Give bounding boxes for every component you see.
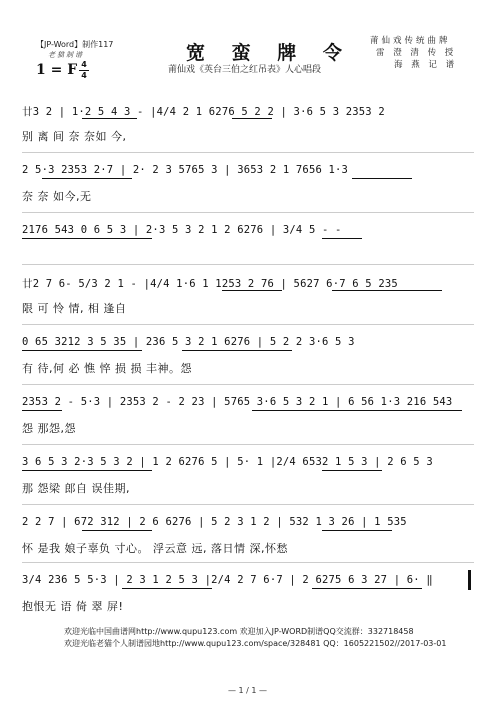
final-barline	[468, 570, 471, 590]
page-title: 宽 蛮 牌 令	[186, 42, 352, 64]
row-lyrics: 奈 奈 如今,无	[22, 190, 92, 203]
credit-line-1: 【JP-Word】制作117	[36, 40, 114, 49]
row-notes: 3/4 236 5 5·3 | 2 3 1 2 5 3 |2/4 2 7 6·7 | 2 6275 6 3 27 | 6· ‖	[22, 574, 433, 586]
row-divider	[22, 264, 474, 265]
time-numerator: 4	[81, 60, 87, 69]
time-denominator: 4	[81, 71, 87, 80]
score-row-6	[22, 378, 474, 440]
key-signature: 1 = F	[36, 62, 78, 78]
row-lyrics: 别 离 间 奈 奈如 今,	[22, 130, 127, 143]
score-row-5	[22, 318, 474, 380]
row-lyrics: 那 怨梁 郎自 误佳期,	[22, 482, 130, 495]
row-lyrics: 怀 是我 娘子辜负 寸心。 浮云意 远, 落日情 深,怀愁	[22, 542, 288, 555]
footer-line-2: 欢迎光临老猫个人制谱园地http://www.qupu123.com/space/328481 QQ：1605221502//2017-03-01	[64, 639, 447, 648]
row-lyrics: 限 可 怜 情, 相 逢自	[22, 302, 127, 315]
score-row-4	[22, 258, 474, 320]
page-number: — 1 / 1 —	[228, 686, 268, 695]
row-divider	[22, 504, 474, 505]
row-notes: 0 65 3212 3 5 35 | 236 5 3 2 1 6276 | 5 2 2 3·6 5 3	[22, 336, 355, 348]
right-credit-2: 雷 澄 清 传 授	[376, 48, 457, 58]
right-credit-3: 海 燕 记 谱	[394, 60, 458, 70]
row-lyrics: 抱恨无 语 倚 翠 屏!	[22, 600, 124, 613]
score-row-2	[22, 146, 474, 208]
score-row-8	[22, 498, 474, 560]
row-notes: 2353 2 - 5·3 | 2353 2 - 2 23 | 5765 3·6 5 3 2 1 | 6 56 1·3 216 543	[22, 396, 453, 408]
row-lyrics: 有 待,何 必 憔 悴 损 损 丰神。怨	[22, 362, 192, 375]
score-row-7	[22, 438, 474, 500]
score-row-9	[22, 556, 474, 618]
footer-line-1: 欢迎光临中国曲谱网http://www.qupu123.com 欢迎加入JP-WORD制谱QQ交流群：332718458	[64, 627, 414, 636]
row-notes: 廿3 2 | 1·2 5 4 3 - |4/4 2 1 6276 5 2 2 | 3·6 5 3 2353 2	[22, 106, 385, 118]
score-row-1	[22, 86, 474, 148]
subtitle: 莆仙戏《英台三伯之红吊表》人心唱段	[168, 65, 322, 75]
row-divider	[22, 324, 474, 325]
row-notes: 2176 543 0 6 5 3 | 2·3 5 3 2 1 2 6276 | 3/4 5 - -	[22, 224, 342, 236]
row-lyrics: 怨 那怨,怨	[22, 422, 76, 435]
right-credit-1: 莆仙戏传统曲牌	[370, 36, 451, 46]
row-notes: 2 5·3 2353 2·7 | 2· 2 3 5765 3 | 3653 2 1 7656 1·3	[22, 164, 349, 176]
row-notes: 3 6 5 3 2·3 5 3 2 | 1 2 6276 5 | 5· 1 |2/4 6532 1 5 3 | 2 6 5 3	[22, 456, 433, 468]
row-divider	[22, 562, 474, 563]
row-divider	[22, 212, 474, 213]
row-notes: 廿2 7 6- 5/3 2 1 - |4/4 1·6 1 1253 2 76 | 5627 6·7 6 5 235	[22, 278, 398, 290]
row-divider	[22, 444, 474, 445]
time-signature	[79, 61, 89, 80]
row-divider	[22, 384, 474, 385]
row-notes: 2 2 7 | 672 312 | 2 6 6276 | 5 2 3 1 2 | 532 1 3 26 | 1 535	[22, 516, 407, 528]
row-divider	[22, 152, 474, 153]
credit-line-2: 老猫制谱	[48, 51, 84, 59]
